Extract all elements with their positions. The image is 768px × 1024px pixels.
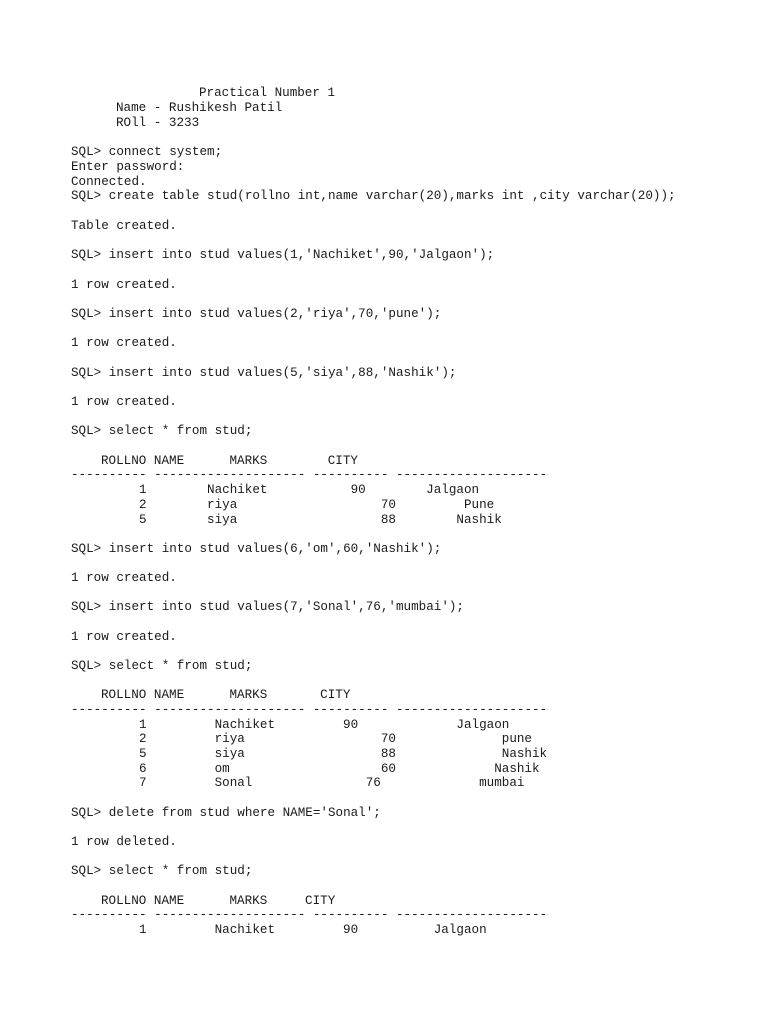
- password-prompt-line: Enter password:: [71, 160, 185, 174]
- table-row: 6 om 60 Nashik: [139, 762, 540, 776]
- table-row: 2 riya 70 Pune: [139, 498, 495, 512]
- sql-command-line: SQL> insert into stud values(1,'Nachiket',90,'Jalgaon');: [71, 248, 495, 262]
- table-row: 5 siya 88 Nashik: [139, 513, 502, 527]
- output-line: Table created.: [71, 219, 177, 233]
- sql-command-line: SQL> select * from stud;: [71, 424, 253, 438]
- output-line: 1 row created.: [71, 571, 177, 585]
- table-row: 1 Nachiket 90 Jalgaon: [139, 483, 480, 497]
- table-separator-row: ---------- -------------------- ---------- --------------------: [71, 908, 548, 922]
- table-header-row: ROLLNO NAME MARKS CITY: [101, 688, 351, 702]
- output-line: 1 row created.: [71, 630, 177, 644]
- sql-command-line: SQL> insert into stud values(7,'Sonal',76,'mumbai');: [71, 600, 464, 614]
- sql-command-line: SQL> insert into stud values(2,'riya',70,'pune');: [71, 307, 442, 321]
- output-line: 1 row deleted.: [71, 835, 177, 849]
- table-separator-row: ---------- -------------------- ---------- --------------------: [71, 468, 548, 482]
- table-row: 1 Nachiket 90 Jalgaon: [139, 923, 487, 937]
- table-row: 7 Sonal 76 mumbai: [139, 776, 525, 790]
- sql-command-line: SQL> insert into stud values(5,'siya',88,'Nashik');: [71, 366, 457, 380]
- sql-command-line: SQL> select * from stud;: [71, 864, 253, 878]
- output-line: 1 row created.: [71, 278, 177, 292]
- sql-command-line: SQL> insert into stud values(6,'om',60,'Nashik');: [71, 542, 442, 556]
- table-row: 2 riya 70 pune: [139, 732, 532, 746]
- table-header-row: ROLLNO NAME MARKS CITY: [101, 894, 336, 908]
- sql-command-line: SQL> delete from stud where NAME='Sonal';: [71, 806, 381, 820]
- table-separator-row: ---------- -------------------- ---------- --------------------: [71, 703, 548, 717]
- table-header-row: ROLLNO NAME MARKS CITY: [101, 454, 358, 468]
- sql-command-line: SQL> connect system;: [71, 145, 223, 159]
- table-row: 1 Nachiket 90 Jalgaon: [139, 718, 510, 732]
- sql-command-line: SQL> create table stud(rollno int,name varchar(20),marks int ,city varchar(20));: [71, 189, 676, 203]
- roll-number-line: ROll - 3233: [116, 116, 200, 130]
- practical-title: Practical Number 1: [199, 86, 336, 100]
- sql-command-line: SQL> select * from stud;: [71, 659, 253, 673]
- output-line: 1 row created.: [71, 336, 177, 350]
- student-name-line: Name - Rushikesh Patil: [116, 101, 283, 115]
- output-line: 1 row created.: [71, 395, 177, 409]
- table-row: 5 siya 88 Nashik: [139, 747, 548, 761]
- output-line: Connected.: [71, 175, 147, 189]
